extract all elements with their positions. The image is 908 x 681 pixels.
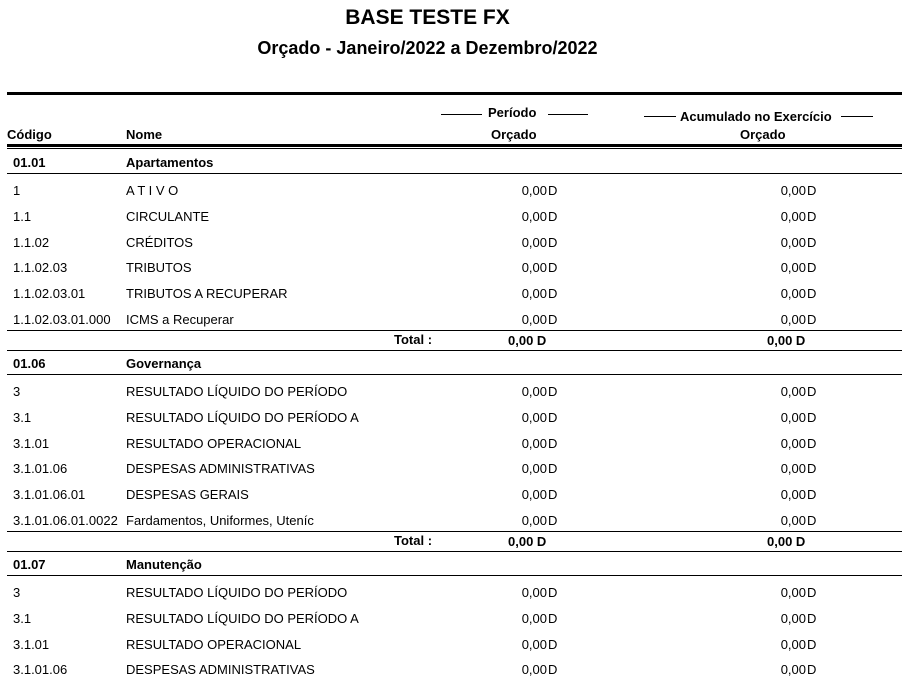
account-code: 3.1.01 (13, 637, 50, 652)
period-value: 0,00 (521, 662, 547, 677)
accum-value: 0,00 (780, 410, 806, 425)
period-dc: D (548, 235, 558, 250)
account-name: ICMS a Recuperar (126, 312, 234, 327)
period-dc: D (548, 260, 558, 275)
period-group-line-right (548, 114, 588, 115)
period-value: 0,00 (521, 260, 547, 275)
accum-dc: D (807, 611, 817, 626)
account-code: 3.1.01.06.01 (13, 487, 86, 502)
header-bottom-rule (7, 144, 902, 147)
accum-value: 0,00 (780, 260, 806, 275)
header-top-rule (7, 92, 902, 95)
total-accum: 0,00 D (767, 333, 806, 348)
accum-dc: D (807, 260, 817, 275)
account-name: CIRCULANTE (126, 209, 210, 224)
accum-value: 0,00 (780, 384, 806, 399)
period-value: 0,00 (521, 183, 547, 198)
accum-dc: D (807, 286, 817, 301)
account-name: RESULTADO LÍQUIDO DO PERÍODO (126, 384, 348, 399)
report-title: BASE TESTE FX (345, 6, 510, 29)
group-code: 01.01 (13, 155, 46, 170)
accum-dc: D (807, 410, 817, 425)
total-label: Total : (394, 533, 433, 548)
accum-group-line-left (644, 116, 676, 117)
account-code: 3.1.01.06.01.0022 (13, 513, 118, 528)
accum-value: 0,00 (780, 461, 806, 476)
account-name: DESPESAS ADMINISTRATIVAS (126, 662, 315, 677)
total-accum: 0,00 D (767, 534, 806, 549)
period-dc: D (548, 384, 558, 399)
accum-value: 0,00 (780, 513, 806, 528)
account-code: 1.1 (13, 209, 32, 224)
account-name: TRIBUTOS (126, 260, 192, 275)
group-header-rule (7, 374, 902, 375)
accum-value: 0,00 (780, 312, 806, 327)
period-dc: D (548, 312, 558, 327)
account-code: 1.1.02 (13, 235, 50, 250)
accum-value: 0,00 (780, 286, 806, 301)
accum-value: 0,00 (780, 662, 806, 677)
total-label: Total : (394, 332, 433, 347)
period-dc: D (548, 436, 558, 451)
account-name: Fardamentos, Uniformes, Uteníc (126, 513, 314, 528)
account-name: RESULTADO LÍQUIDO DO PERÍODO A (126, 410, 359, 425)
total-period: 0,00 D (508, 333, 547, 348)
account-code: 3.1 (13, 410, 32, 425)
period-dc: D (548, 209, 558, 224)
accum-dc: D (807, 662, 817, 677)
accum-value: 0,00 (780, 436, 806, 451)
accum-value: 0,00 (780, 235, 806, 250)
period-group-line-left (441, 114, 482, 115)
account-code: 3 (13, 384, 21, 399)
column-header-code: Código (7, 127, 52, 142)
group-name: Apartamentos (126, 155, 214, 170)
account-code: 1.1.02.03.01 (13, 286, 86, 301)
accum-dc: D (807, 637, 817, 652)
accum-dc: D (807, 487, 817, 502)
account-name: RESULTADO OPERACIONAL (126, 637, 302, 652)
column-header-accum-group: Acumulado no Exercício (680, 109, 832, 124)
account-name: A T I V O (126, 183, 179, 198)
column-header-period-group: Período (488, 105, 537, 120)
account-code: 1.1.02.03 (13, 260, 68, 275)
account-code: 1.1.02.03.01.000 (13, 312, 111, 327)
accum-dc: D (807, 384, 817, 399)
group-header-rule (7, 575, 902, 576)
period-value: 0,00 (521, 286, 547, 301)
account-code: 3.1 (13, 611, 32, 626)
accum-dc: D (807, 312, 817, 327)
accum-value: 0,00 (780, 585, 806, 600)
total-top-rule (7, 531, 902, 532)
total-top-rule (7, 330, 902, 331)
accum-value: 0,00 (780, 611, 806, 626)
period-value: 0,00 (521, 384, 547, 399)
accum-dc: D (807, 183, 817, 198)
account-code: 1 (13, 183, 21, 198)
column-header-accum-budget: Orçado (740, 127, 786, 142)
account-code: 3.1.01 (13, 436, 50, 451)
account-name: RESULTADO LÍQUIDO DO PERÍODO (126, 585, 348, 600)
account-name: RESULTADO LÍQUIDO DO PERÍODO A (126, 611, 359, 626)
period-dc: D (548, 487, 558, 502)
period-dc: D (548, 611, 558, 626)
period-dc: D (548, 286, 558, 301)
period-value: 0,00 (521, 585, 547, 600)
period-value: 0,00 (521, 513, 547, 528)
period-dc: D (548, 461, 558, 476)
period-dc: D (548, 585, 558, 600)
period-value: 0,00 (521, 611, 547, 626)
total-bottom-rule (7, 350, 902, 351)
accum-dc: D (807, 235, 817, 250)
group-name: Governança (126, 356, 202, 371)
group-code: 01.06 (13, 356, 46, 371)
account-code: 3.1.01.06 (13, 662, 68, 677)
period-dc: D (548, 183, 558, 198)
period-value: 0,00 (521, 487, 547, 502)
period-dc: D (548, 513, 558, 528)
accum-dc: D (807, 461, 817, 476)
period-value: 0,00 (521, 461, 547, 476)
period-dc: D (548, 637, 558, 652)
period-value: 0,00 (521, 209, 547, 224)
period-value: 0,00 (521, 312, 547, 327)
accum-value: 0,00 (780, 637, 806, 652)
total-bottom-rule (7, 551, 902, 552)
period-value: 0,00 (521, 637, 547, 652)
accum-value: 0,00 (780, 183, 806, 198)
accum-value: 0,00 (780, 209, 806, 224)
group-code: 01.07 (13, 557, 46, 572)
report-subtitle: Orçado - Janeiro/2022 a Dezembro/2022 (257, 38, 598, 58)
account-name: TRIBUTOS A RECUPERAR (126, 286, 288, 301)
account-name: CRÉDITOS (126, 235, 193, 250)
period-value: 0,00 (521, 235, 547, 250)
column-header-name: Nome (126, 127, 163, 142)
accum-dc: D (807, 436, 817, 451)
accum-dc: D (807, 513, 817, 528)
header-bottom-rule-thin (7, 148, 902, 149)
column-header-period-budget: Orçado (491, 127, 537, 142)
period-dc: D (548, 662, 558, 677)
account-code: 3 (13, 585, 21, 600)
group-header-rule (7, 173, 902, 174)
accum-dc: D (807, 209, 817, 224)
account-name: DESPESAS ADMINISTRATIVAS (126, 461, 315, 476)
account-name: RESULTADO OPERACIONAL (126, 436, 302, 451)
period-dc: D (548, 410, 558, 425)
account-name: DESPESAS GERAIS (126, 487, 249, 502)
account-code: 3.1.01.06 (13, 461, 68, 476)
accum-dc: D (807, 585, 817, 600)
accum-group-line-right (841, 116, 873, 117)
total-period: 0,00 D (508, 534, 547, 549)
group-name: Manutenção (126, 557, 202, 572)
accum-value: 0,00 (780, 487, 806, 502)
period-value: 0,00 (521, 436, 547, 451)
period-value: 0,00 (521, 410, 547, 425)
